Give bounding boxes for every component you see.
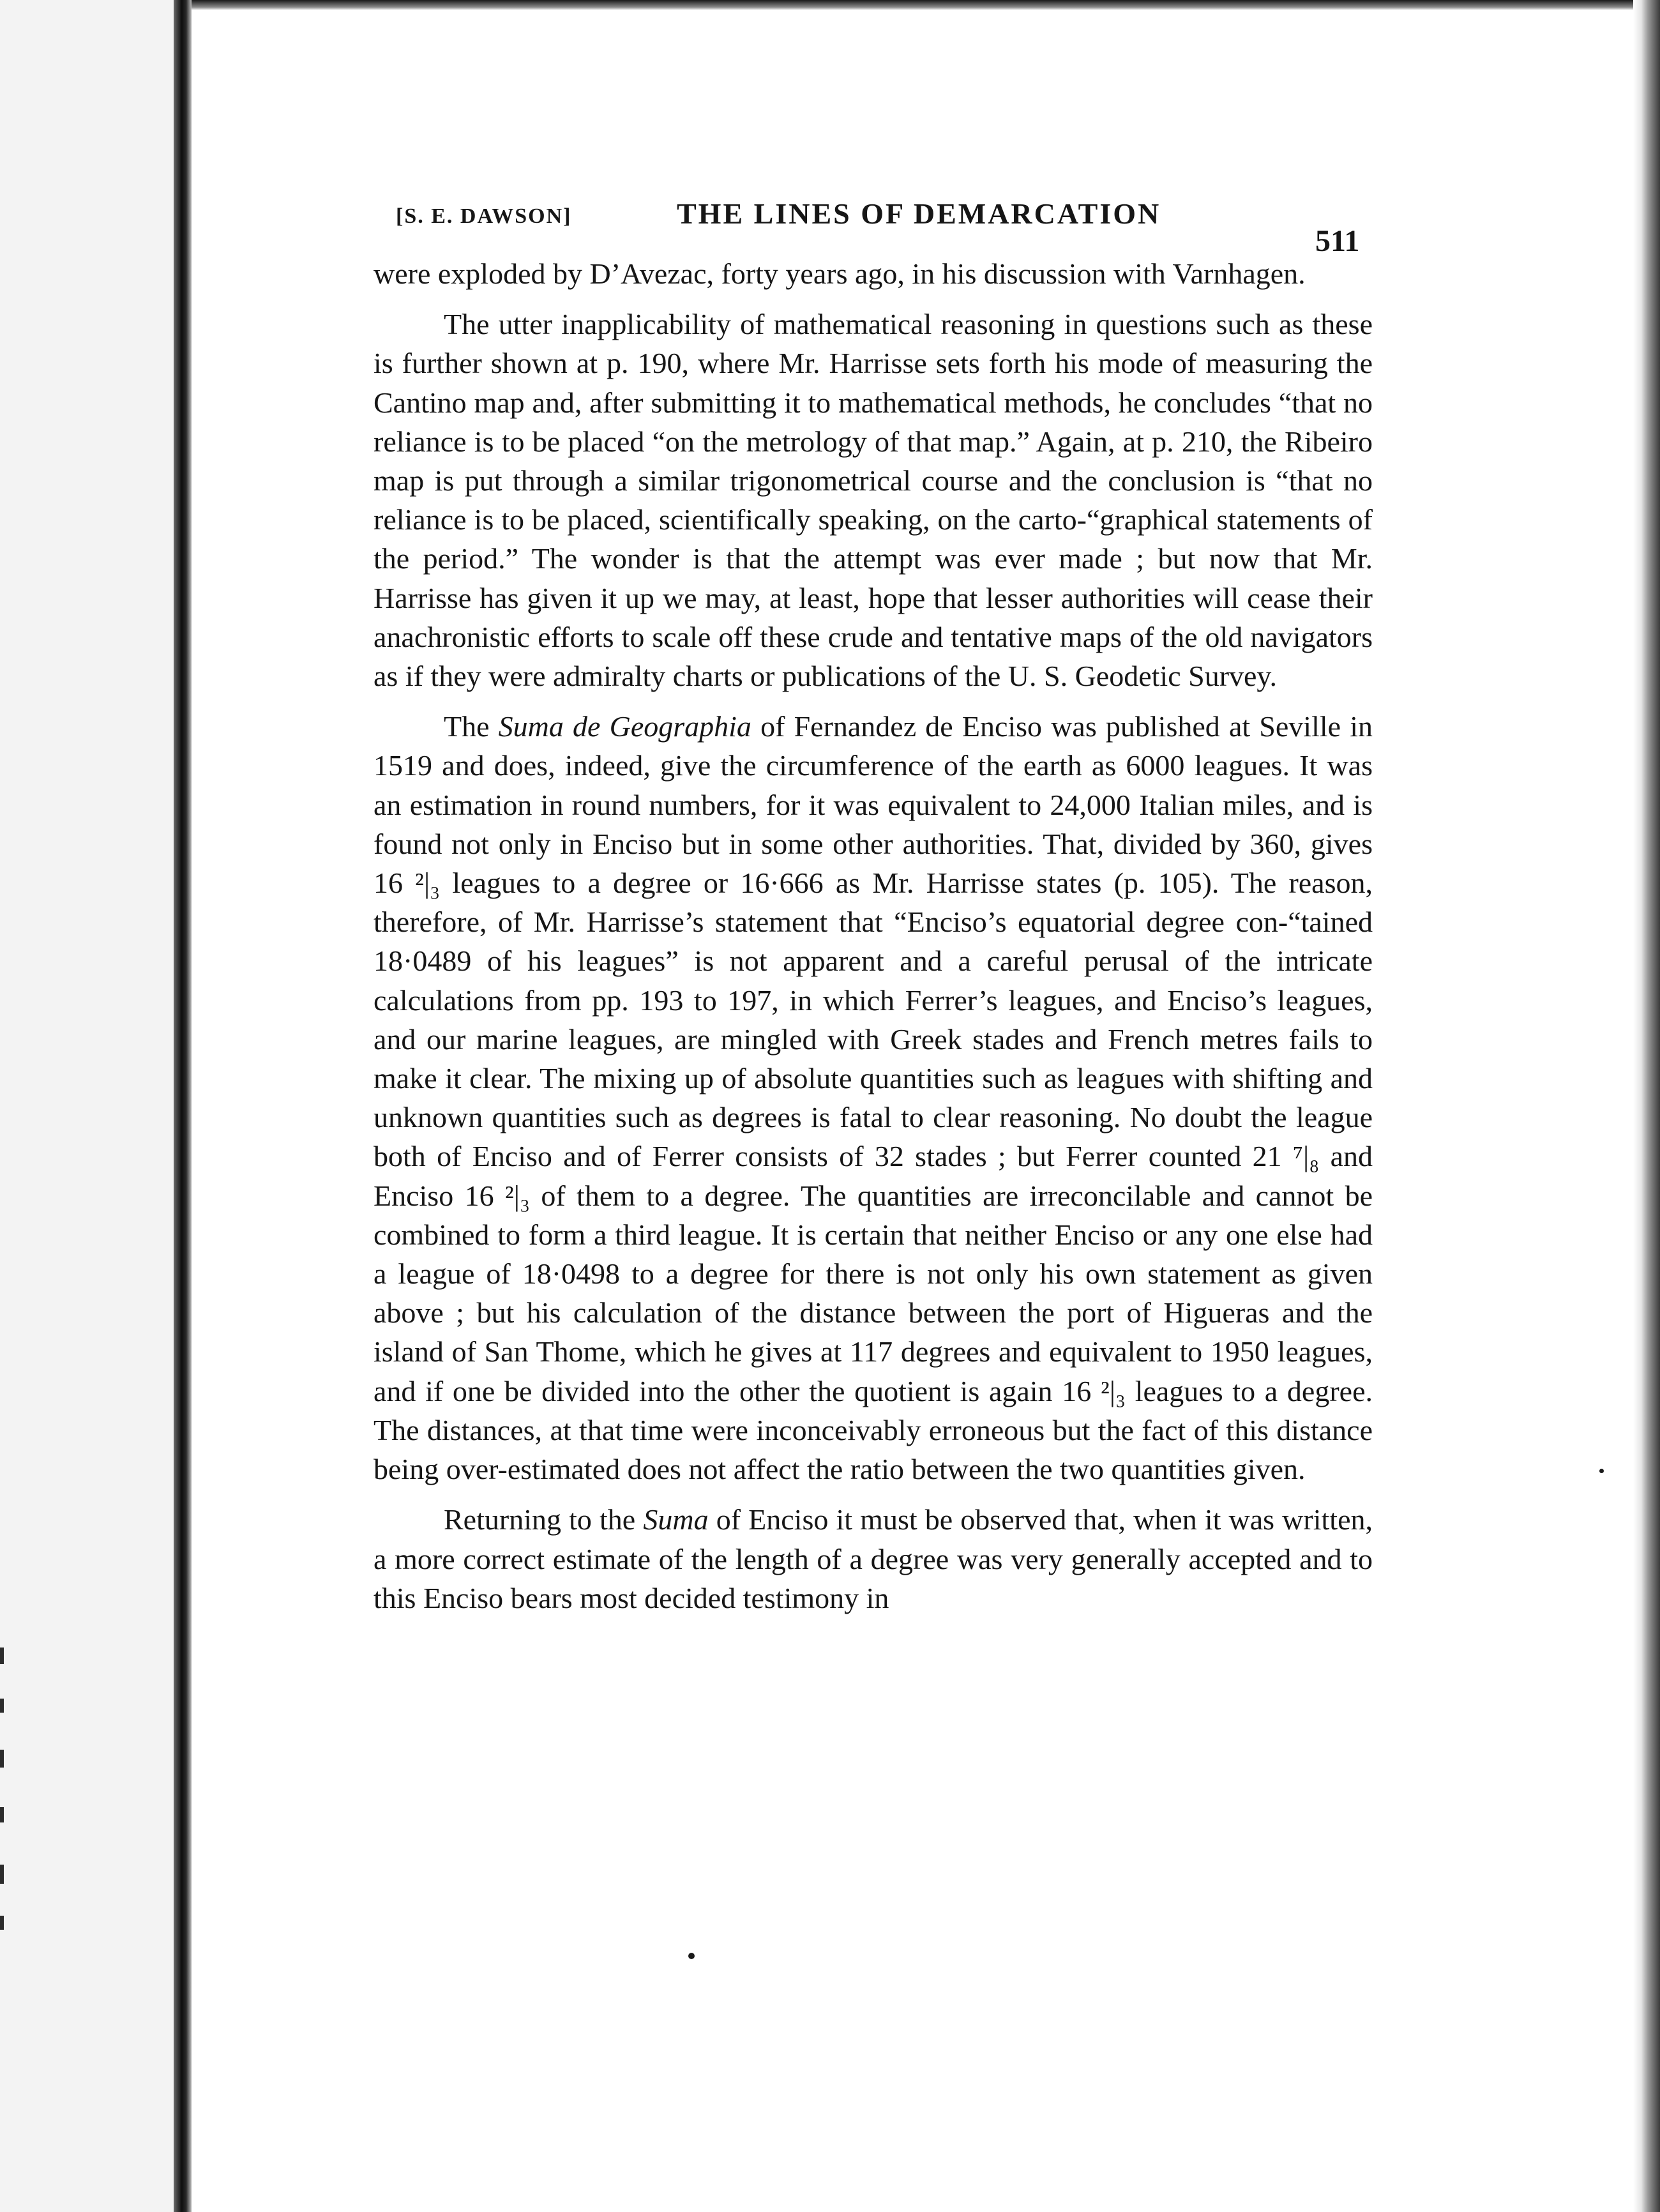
book-title-suma: Suma — [643, 1503, 709, 1536]
paragraph-3-lead: The — [444, 710, 499, 743]
page-number: 511 — [1315, 224, 1360, 258]
paragraph-4-lead: Returning to the — [444, 1503, 644, 1536]
scan-speck — [1599, 1469, 1604, 1473]
book-gutter — [174, 0, 192, 2212]
paragraph-4-text: of Enciso it must be observed that, when it was written, a more correct estimate of the length of a degree was very generally accepted and to this Enciso bears most decided testimony in — [374, 1503, 1373, 1614]
paragraph-3 — [374, 707, 1373, 1489]
binding-shadow — [0, 0, 182, 2212]
paragraph-4 — [374, 1500, 1373, 1617]
paragraph-2: The utter inapplicability of mathematical reasoning in questions such as these is further shown at p. 190, where Mr. Harrisse sets forth his mode of measuring the Cantino map and, after submitting it to mathematical methods, he concludes “that no reliance is to be placed “on the metrology of that map.” Again, at p. 210, the Ribeiro map is put through a similar trigonometrical course and the conclusion is “that no reliance is to be placed, scientifically speaking, on the carto-“graphical statements of the period.” The wonder is that the attempt was ever made ; but now that Mr. Harrisse has given it up we may, at least, hope that lesser authorities will cease their anachronistic efforts to scale off these crude and tentative maps of the old navigators as if they were admiralty charts or publications of the U. S. Geodetic Survey. — [374, 308, 1373, 693]
page-right-edge — [1633, 0, 1660, 2212]
book-title-suma-de-geographia: Suma de Geographia — [498, 710, 751, 743]
header-author: [S. E. DAWSON] — [396, 204, 572, 228]
header-title: THE LINES OF DEMARCATION — [677, 197, 1161, 230]
paragraph-1: were exploded by D’Avezac, forty years ago, in his discussion with Varnhagen. — [374, 257, 1306, 290]
body-text — [374, 254, 1373, 1617]
paragraph-3-text: of Fernandez de Enciso was published at Seville in 1519 and does, indeed, give the circumference of the earth as 6000 leagues. It was an estimation in round numbers, for it was equivalent to 24,000 Italian miles, and is found not only in Enciso but in some other authorities. That, divided by 360, gives 16 ²|₃ leagues to a degree or 16·666 as Mr. Harrisse states (p. 105). The reason, therefore, of Mr. Harrisse’s statement that “Enciso’s equatorial degree con-“tained 18·0489 of his leagues” is not apparent and a careful perusal of the intricate calculations from pp. 193 to 197, in which Ferrer’s leagues, and Enciso’s leagues, and our marine leagues, are mingled with Greek stades and French metres fails to make it clear. The mixing up of absolute quantities such as leagues with shifting and unknown quantities such as degrees is fatal to clear reasoning. No doubt the league both of Enciso and of Ferrer consists of 32 stades ; but Ferrer counted 21 ⁷|₈ and Enciso 16 ²|₃ of them to a degree. The quantities are irreconcilable and cannot be combined to form a third league. It is certain that neither Enciso or any one else had a league of 18·0498 to a degree for there is not only his own statement as given above ; but his calculation of the distance between the port of Higueras and the island of San Thome, which he gives at 117 degrees and equivalent to 1950 leagues, and if one be divided into the other the quotient is again 16 ²|₃ leagues to a degree. The distances, at that time were inconceivably erroneous but the fact of this distance being over-estimated does not affect the ratio between the two quantities given. — [374, 710, 1373, 1486]
scan-speck — [688, 1953, 695, 1959]
page-top-edge — [192, 0, 1660, 10]
